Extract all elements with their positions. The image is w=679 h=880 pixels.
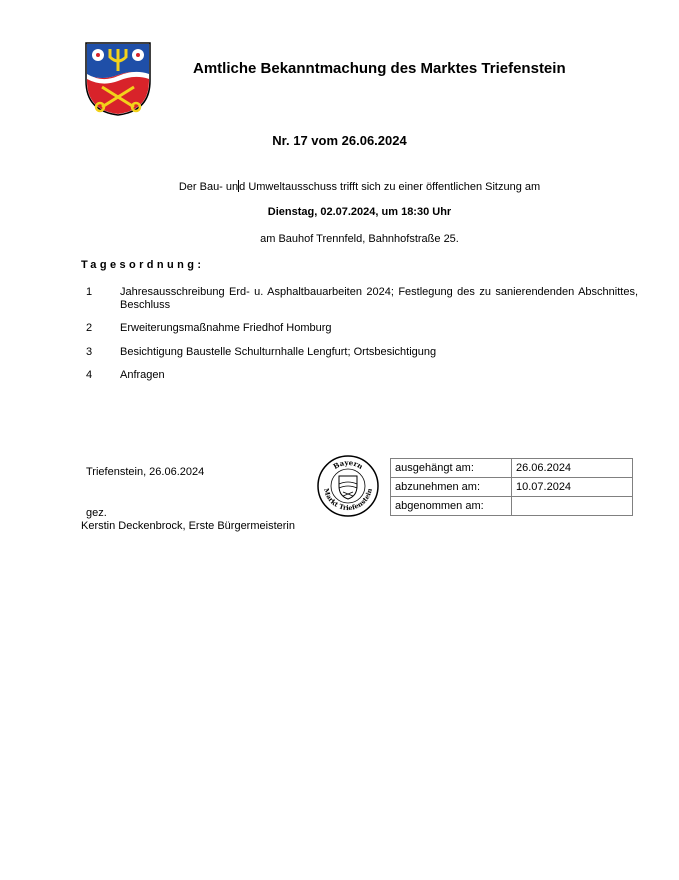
- meeting-location: am Bauhof Trennfeld, Bahnhofstraße 25.: [260, 233, 459, 245]
- agenda-item-text: Jahresausschreibung Erd- u. Asphaltbauarbeiten 2024; Festlegung des zu sanierendenden Abschnittes, Beschluss: [120, 286, 638, 311]
- agenda-item-number: 2: [86, 322, 93, 334]
- agenda-item-text: Erweiterungsmaßnahme Friedhof Homburg: [120, 322, 332, 334]
- posting-table: [390, 458, 633, 516]
- signer-name: Kerstin Deckenbrock, Erste Bürgermeisterin: [81, 520, 295, 532]
- posted-value: 26.06.2024: [512, 459, 633, 478]
- agenda-item: [86, 369, 638, 382]
- intro-text-part-2: d Umweltausschuss trifft sich zu einer öffentlichen Sitzung am: [239, 181, 541, 193]
- meeting-date-time: Dienstag, 02.07.2024, um 18:30 Uhr: [267, 206, 452, 218]
- agenda-item-number: 3: [86, 346, 93, 358]
- notice-number: Nr. 17 vom 26.06.2024: [272, 133, 407, 148]
- stamp-top-text: Bayern: [331, 457, 365, 472]
- stamp-bottom-text: Markt Triefenstein: [321, 487, 374, 513]
- coat-of-arms-logo: [84, 41, 152, 117]
- agenda-item-number: 4: [86, 369, 93, 381]
- removed-value: [512, 497, 633, 516]
- agenda-item: [86, 346, 638, 359]
- agenda-item-text: Anfragen: [120, 369, 165, 381]
- table-row: [391, 459, 633, 478]
- signature-gez: gez.: [86, 507, 107, 519]
- signature-place-date: Triefenstein, 26.06.2024: [86, 466, 205, 478]
- agenda-item-number: 1: [86, 286, 93, 298]
- table-row: [391, 497, 633, 516]
- agenda-item: [86, 322, 638, 335]
- table-row: [391, 478, 633, 497]
- agenda-item: [86, 286, 638, 312]
- intro-text-part-1: Der Bau- un: [178, 181, 239, 193]
- agenda-heading: Tagesordnung:: [81, 259, 205, 271]
- removed-label: abgenommen am:: [391, 497, 512, 516]
- agenda-item-text: Besichtigung Baustelle Schulturnhalle Lengfurt; Ortsbesichtigung: [120, 346, 437, 358]
- page-title: Amtliche Bekanntmachung des Marktes Triefenstein: [193, 60, 566, 77]
- meeting-intro: [30, 180, 679, 193]
- remove-label: abzunehmen am:: [391, 478, 512, 497]
- posted-label: ausgehängt am:: [391, 459, 512, 478]
- remove-value: 10.07.2024: [512, 478, 633, 497]
- official-stamp: [316, 454, 380, 518]
